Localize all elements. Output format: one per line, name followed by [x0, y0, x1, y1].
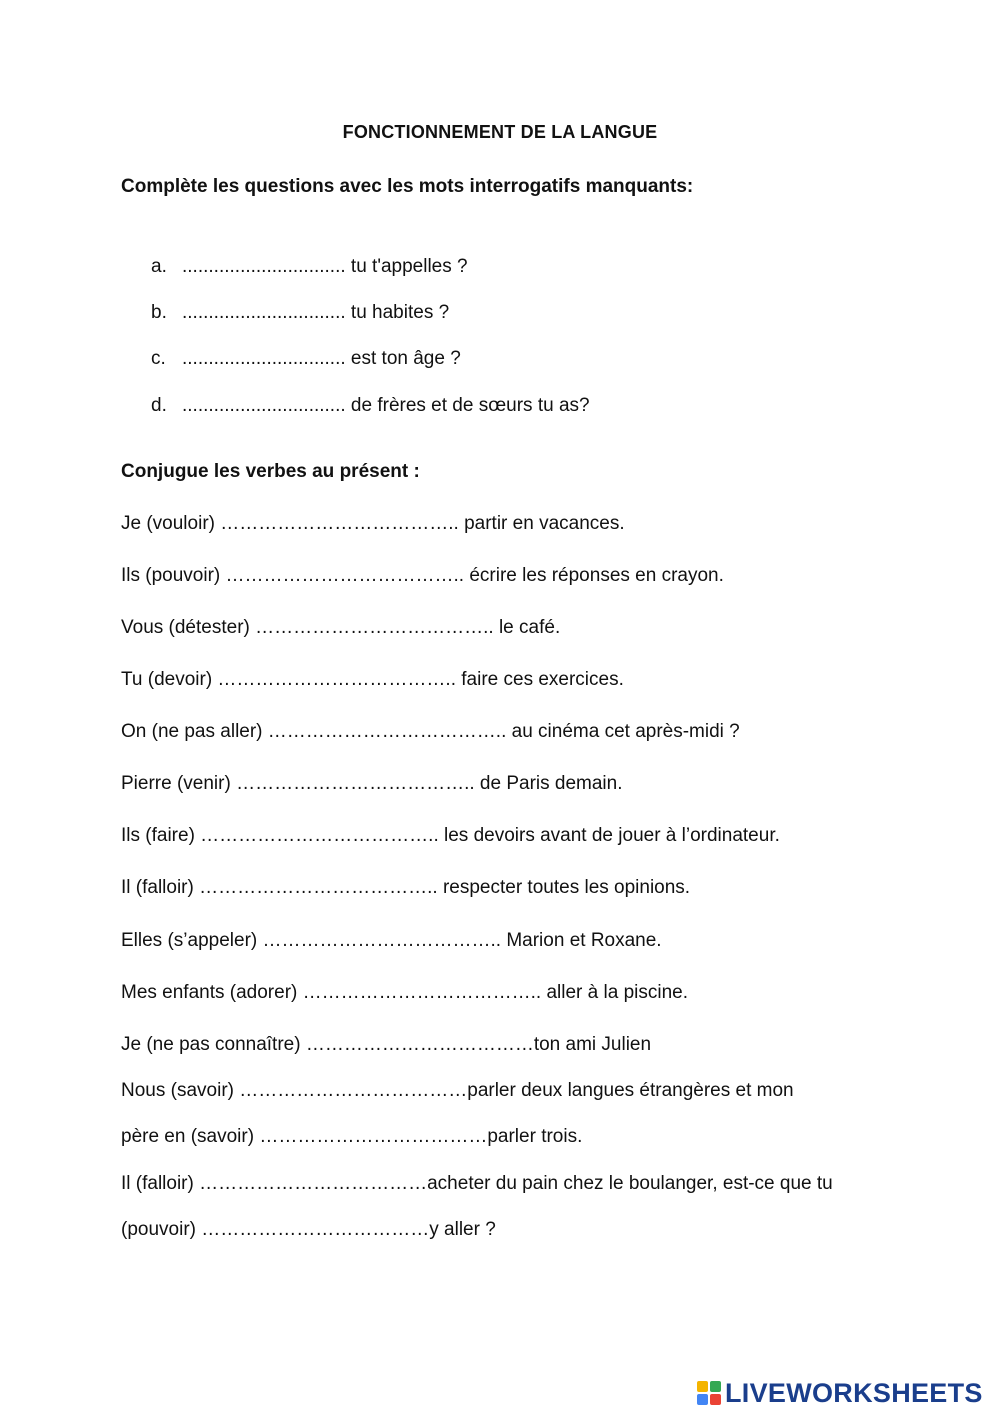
item-text: ............................... de frères et de sœurs tu as? [182, 395, 590, 416]
question-item-d [151, 395, 590, 417]
conjugation-line: Ils (faire) ……………………………….. les devoirs avant de jouer à l’ordinateur. [121, 825, 780, 846]
conjugation-line: Il (falloir) ………………………………acheter du pain chez le boulanger, est-ce que tu [121, 1173, 833, 1194]
logo-square [697, 1394, 708, 1405]
question-item-a [151, 256, 468, 278]
conjugation-line: On (ne pas aller) ……………………………….. au cinéma cet après-midi ? [121, 721, 740, 742]
item-marker: b. [151, 302, 167, 323]
conjugation-line: Mes enfants (adorer) ……………………………….. aller à la piscine. [121, 982, 688, 1003]
page-title: FONCTIONNEMENT DE LA LANGUE [342, 122, 658, 142]
item-text: ............................... tu habites ? [182, 302, 450, 323]
conjugation-line: Je (vouloir) ……………………………….. partir en vacances. [121, 513, 625, 534]
logo-square [710, 1394, 721, 1405]
section2-heading: Conjugue les verbes au présent : [121, 461, 420, 482]
conjugation-line: Pierre (venir) ……………………………….. de Paris demain. [121, 773, 623, 794]
item-text: ............................... est ton âge ? [182, 348, 461, 369]
item-marker: d. [151, 395, 167, 416]
item-text: ............................... tu t'appelles ? [182, 256, 468, 277]
item-marker: a. [151, 256, 167, 277]
logo-square [710, 1381, 721, 1392]
liveworksheets-logo[interactable] [697, 1377, 983, 1409]
conjugation-line: père en (savoir) ………………………………parler trois. [121, 1126, 583, 1147]
conjugation-line: Elles (s’appeler) ……………………………….. Marion et Roxane. [121, 930, 662, 951]
logo-text: LIVEWORKSHEETS [725, 1377, 983, 1408]
conjugation-line: Tu (devoir) ……………………………….. faire ces exercices. [121, 669, 624, 690]
section1-heading: Complète les questions avec les mots interrogatifs manquants: [121, 176, 694, 197]
conjugation-line: Nous (savoir) ………………………………parler deux langues étrangères et mon [121, 1080, 794, 1101]
item-marker: c. [151, 348, 166, 369]
conjugation-line: Vous (détester) ……………………………….. le café. [121, 617, 561, 638]
question-item-b [151, 302, 449, 324]
conjugation-line: Il (falloir) ……………………………….. respecter toutes les opinions. [121, 877, 691, 898]
liveworksheets-logo-icon [697, 1381, 721, 1405]
logo-square [697, 1381, 708, 1392]
conjugation-line: Ils (pouvoir) ……………………………….. écrire les réponses en crayon. [121, 565, 724, 586]
conjugation-line: Je (ne pas connaître) ………………………………ton ami Julien [121, 1034, 652, 1055]
question-item-c [151, 348, 461, 370]
conjugation-line: (pouvoir) ………………………………y aller ? [121, 1219, 496, 1240]
